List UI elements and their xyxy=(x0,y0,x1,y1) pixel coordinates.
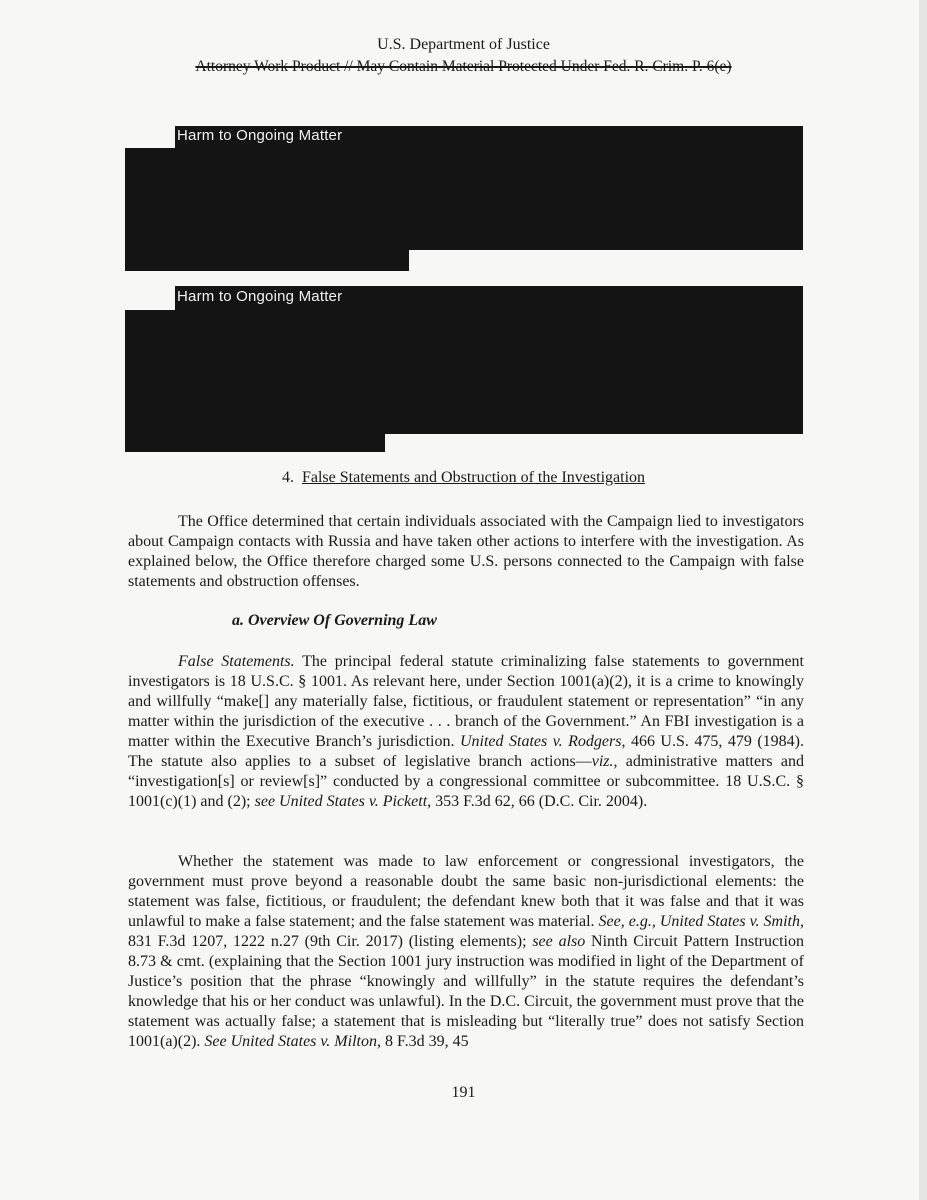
citation: see also xyxy=(532,933,586,950)
paragraph-2-text: , administrative matters and “investigation[s] or review[s]” conducted by a congressional committee or subcommittee. 18 U.S.C. § 1001(c)(1) and (2); xyxy=(128,753,804,810)
section-heading xyxy=(0,469,927,487)
header-subtitle: Attorney Work Product // May Contain Material Protected Under Fed. R. Crim. P. 6(e) xyxy=(195,58,732,75)
redaction-block-2-lower xyxy=(125,310,385,452)
paragraph-2-text: , 353 F.3d 62, 66 (D.C. Cir. 2004). xyxy=(427,793,648,810)
paragraph-1 xyxy=(128,512,804,592)
citation: See United States v. Milton xyxy=(204,1033,377,1050)
citation: viz. xyxy=(591,753,614,770)
paragraph-2 xyxy=(128,652,804,812)
section-number: 4. xyxy=(281,469,294,486)
paragraph-1-text: The Office determined that certain individuals associated with the Campaign lied to investigators about Campaign contacts with Russia and have taken other actions to interfere with the investigation. As explained below, the Office therefore charged some U.S. persons connected to the Campaign with false statements and obstruction offenses. xyxy=(128,513,804,590)
redaction-label-2: Harm to Ongoing Matter xyxy=(177,288,343,305)
redaction-label-1: Harm to Ongoing Matter xyxy=(177,127,343,144)
page-edge xyxy=(919,0,927,1200)
header-title: U.S. Department of Justice xyxy=(377,36,550,53)
paragraph-3-text: , 831 F.3d 1207, 1222 n.27 (9th Cir. 2017) (listing elements); xyxy=(128,913,804,950)
citation: see United States v. Pickett xyxy=(254,793,428,810)
paragraph-3-text: Ninth Circuit Pattern Instruction 8.73 & cmt. (explaining that the Section 1001 jury instruction was modified in light of the Department of Justice’s position that the phrase “knowingly and willfully” in the statute requires the defendant’s knowledge that his or her conduct was unlawful). In the D.C. Circuit, the government must prove that the statement was actually false; a statement that is misleading but “literally true” does not satisfy Section 1001(a)(2). xyxy=(128,933,804,1050)
citation: United States v. Rodgers xyxy=(459,733,622,750)
paragraph-2-text: , 466 U.S. 475, 479 (1984). The statute also applies to a subset of legislative branch actions— xyxy=(128,733,805,770)
paragraph-3-text: Whether the statement was made to law enforcement or congressional investigators, the government must prove beyond a reasonable doubt the same basic non-jurisdictional elements: the statement was false, fictitious, or fraudulent; the defendant knew both that it was false and that it was unlawful to make a false statement; and the false statement was material. xyxy=(128,853,804,930)
citation: See, e.g., United States v. Smith xyxy=(598,913,800,930)
paragraph-2-text: The principal federal statute criminalizing false statements to government investigators is 18 U.S.C. § 1001. As relevant here, under Section 1001(a)(2), it is a crime to knowingly and willfully “make[] any materially false, fictitious, or fraudulent statement or representation” “in any matter within the jurisdiction of the executive . . . branch of the Government.” An FBI investigation is a matter within the Executive Branch’s jurisdiction. xyxy=(128,653,804,750)
paragraph-3-text: , 8 F.3d 39, 45 xyxy=(376,1033,469,1050)
redaction-block-1-lower xyxy=(125,148,409,271)
paragraph-3 xyxy=(128,852,804,1052)
subheading: a. Overview Of Governing Law xyxy=(232,612,437,629)
page-number: 191 xyxy=(451,1084,476,1101)
section-title: False Statements and Obstruction of the Investigation xyxy=(301,469,646,486)
paragraph-2-lead: False Statements. xyxy=(178,653,295,670)
